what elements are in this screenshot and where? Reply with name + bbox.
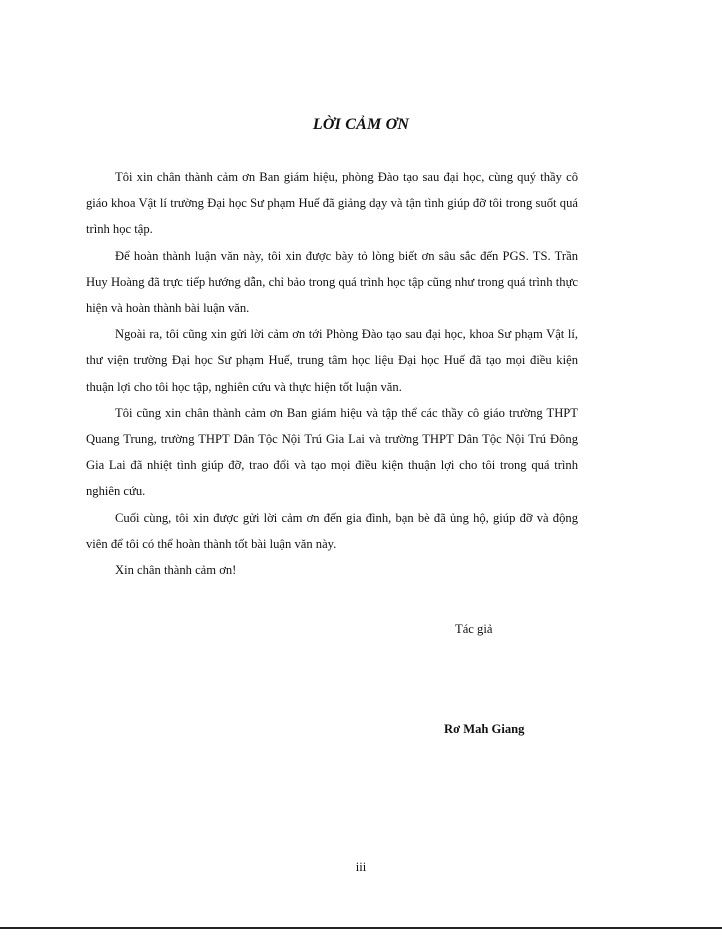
author-name: Rơ Mah Giang bbox=[444, 722, 525, 736]
paragraph-2: Để hoàn thành luận văn này, tôi xin được bày tỏ lòng biết ơn sâu sắc đến PGS. TS. Trần Huy Hoàng đã trực tiếp hướng dẫn, chỉ bảo trong quá trình học tập cũng như trong quá trình thực hiện và hoàn thành bài luận văn. bbox=[86, 248, 578, 316]
paragraph-6: Xin chân thành cảm ơn! bbox=[115, 563, 237, 578]
page-number: iii bbox=[355, 860, 367, 874]
bottom-rule bbox=[0, 927, 722, 929]
acknowledgement-body bbox=[86, 164, 578, 583]
paragraph-1: Tôi xin chân thành cảm ơn Ban giám hiệu, phòng Đào tạo sau đại học, cùng quý thầy cô giáo khoa Vật lí trường Đại học Sư phạm Huế đã giảng dạy và tận tình giúp đỡ tôi trong suốt quá trình học tập. bbox=[86, 170, 578, 237]
paragraph-3: Ngoài ra, tôi cũng xin gửi lời cảm ơn tới Phòng Đào tạo sau đại học, khoa Sư phạm Vật lí, thư viện trường Đại học Sư phạm Huế, trung tâm học liệu Đại học Huế đã tạo mọi điều kiện thuận lợi cho tôi học tập, nghiên cứu và thực hiện tốt luận văn. bbox=[86, 327, 578, 394]
page-title: LỜI CẢM ƠN bbox=[312, 116, 410, 133]
paragraph-5: Cuối cùng, tôi xin được gửi lời cảm ơn đến gia đình, bạn bè đã ủng hộ, giúp đỡ và động viên để tôi có thể hoàn thành tốt bài luận văn này. bbox=[86, 510, 578, 551]
paragraph-4: Tôi cũng xin chân thành cảm ơn Ban giám hiệu và tập thể các thầy cô giáo trường THPT Quang Trung, trường THPT Dân Tộc Nội Trú Gia Lai và trường THPT Dân Tộc Nội Trú Đông Gia Lai đã nhiệt tình giúp đỡ, trao đổi và tạo mọi điều kiện thuận lợi cho tôi trong quá trình nghiên cứu. bbox=[86, 405, 578, 499]
author-label: Tác giả bbox=[455, 622, 493, 636]
